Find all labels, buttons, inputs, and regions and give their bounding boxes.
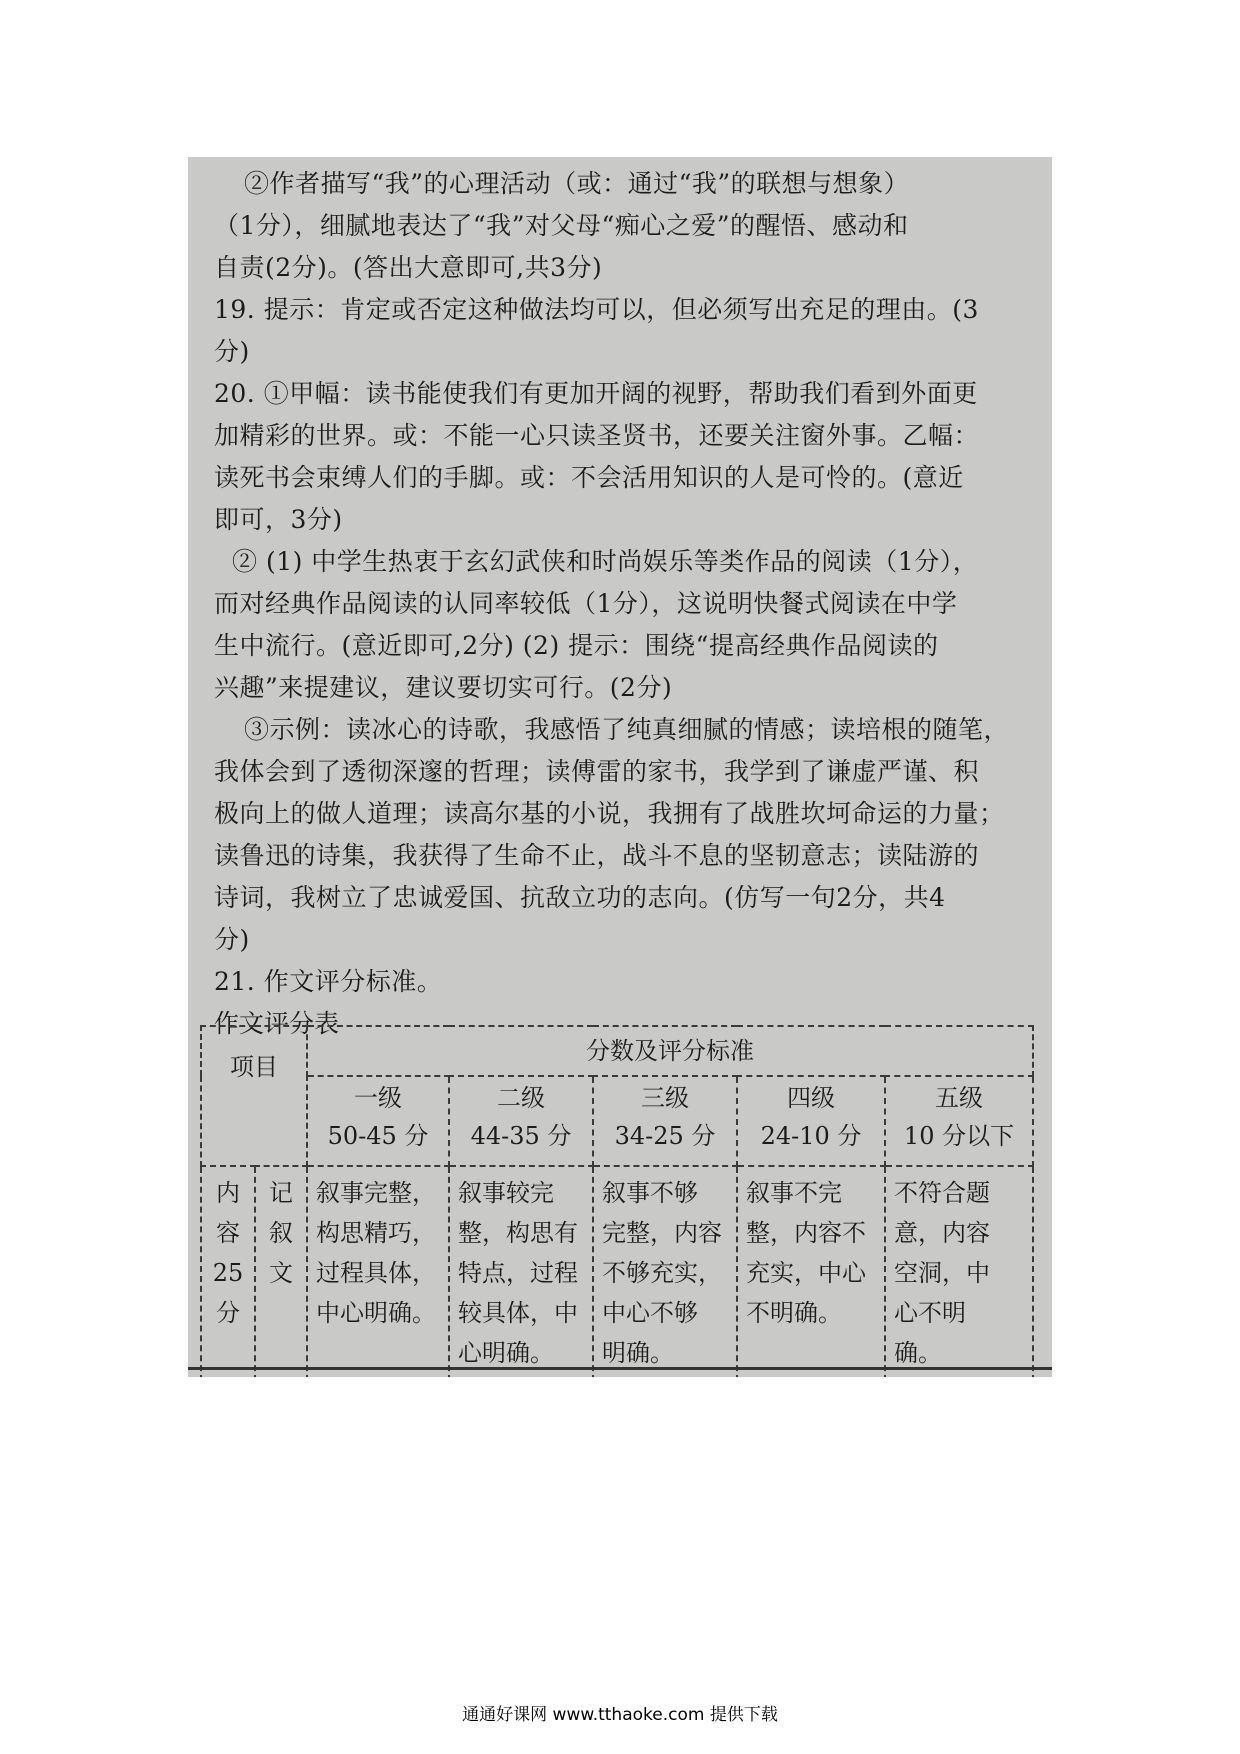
text-line: 21. 作文评分标准。 [214, 967, 443, 996]
text-line: 自责(2分)。(答出大意即可,共3分) [214, 253, 603, 282]
text-line: 加精彩的世界。或：不能一心只读圣贤书，还要关注窗外事。乙幅： [214, 421, 980, 450]
item-header: 项目 [201, 1026, 307, 1166]
text-line: 生中流行。(意近即可,2分) (2) 提示：围绕“提高经典作品阅读的 [214, 631, 939, 660]
text-line: 读死书会束缚人们的手脚。或：不会活用知识的人是可怜的。(意近 [214, 463, 964, 492]
level-header: 二级 44-35 分 [449, 1076, 593, 1166]
criteria-cell: 叙事较完 整，构思有 特点，过程 较具体，中 心明确。 [449, 1166, 593, 1377]
footer-credit: 通通好课网 www.tthaoke.com 提供下载 [462, 1705, 778, 1725]
criteria-cell: 叙事不够 完整，内容 不够充实， 中心不够 明确。 [593, 1166, 737, 1377]
text-line: 而对经典作品阅读的认同率较低（1分），这说明快餐式阅读在中学 [214, 589, 958, 618]
text-line: 19. 提示：肯定或否定这种做法均可以，但必须写出充足的理由。(3 [214, 295, 979, 324]
text-line: 我体会到了透彻深邃的哲理；读傅雷的家书，我学到了谦虚严谨、积 [214, 757, 980, 786]
text-line: ②作者描写“我”的心理活动（或：通过“我”的联想与想象） [244, 169, 910, 198]
text-line: 读鲁迅的诗集，我获得了生命不止，战斗不息的坚韧意志；读陆游的 [214, 841, 980, 870]
criteria-cell: 不符合题 意，内容 空洞，中 心不明 确。 [885, 1166, 1033, 1377]
text-line: 兴趣”来提建议，建议要切实可行。(2分) [214, 673, 673, 702]
table-title: 作文评分表 [214, 1009, 340, 1038]
content-score-cell: 内 容 25 分 [201, 1166, 255, 1377]
text-line: ③示例：读冰心的诗歌，我感悟了纯真细腻的情感；读培根的随笔， [244, 715, 1010, 744]
text-line: 即可，3分) [214, 505, 343, 534]
criteria-cell: 叙事完整， 构思精巧， 过程具体， 中心明确。 [307, 1166, 449, 1377]
text-line: 极向上的做人道理；读高尔基的小说，我拥有了战胜坎坷命运的力量； [214, 799, 1005, 828]
text-line: 20. ①甲幅：读书能使我们有更加开阔的视野，帮助我们看到外面更 [214, 379, 978, 408]
scanned-page [188, 157, 1052, 1377]
score-header: 分数及评分标准 [307, 1026, 1033, 1076]
text-line: 分) [214, 925, 250, 954]
level-header: 四级 24-10 分 [737, 1076, 885, 1166]
text-line: 诗词，我树立了忠诚爱国、抗敌立功的志向。(仿写一句2分，共4 [214, 883, 946, 912]
scoring-table [200, 1025, 1034, 1377]
criteria-cell: 叙事不完 整，内容不 充实，中心 不明确。 [737, 1166, 885, 1377]
text-line: （1分），细腻地表达了“我”对父母“痴心之爱”的醒悟、感动和 [214, 211, 909, 240]
level-header: 五级 10 分以下 [885, 1076, 1033, 1166]
level-header: 一级 50-45 分 [307, 1076, 449, 1166]
bottom-rule [188, 1367, 1052, 1370]
level-header: 三级 34-25 分 [593, 1076, 737, 1166]
text-line: ② (1) 中学生热衷于玄幻武侠和时尚娱乐等类作品的阅读（1分）， [232, 547, 979, 576]
genre-cell: 记 叙 文 [255, 1166, 307, 1377]
text-line: 分) [214, 337, 250, 366]
